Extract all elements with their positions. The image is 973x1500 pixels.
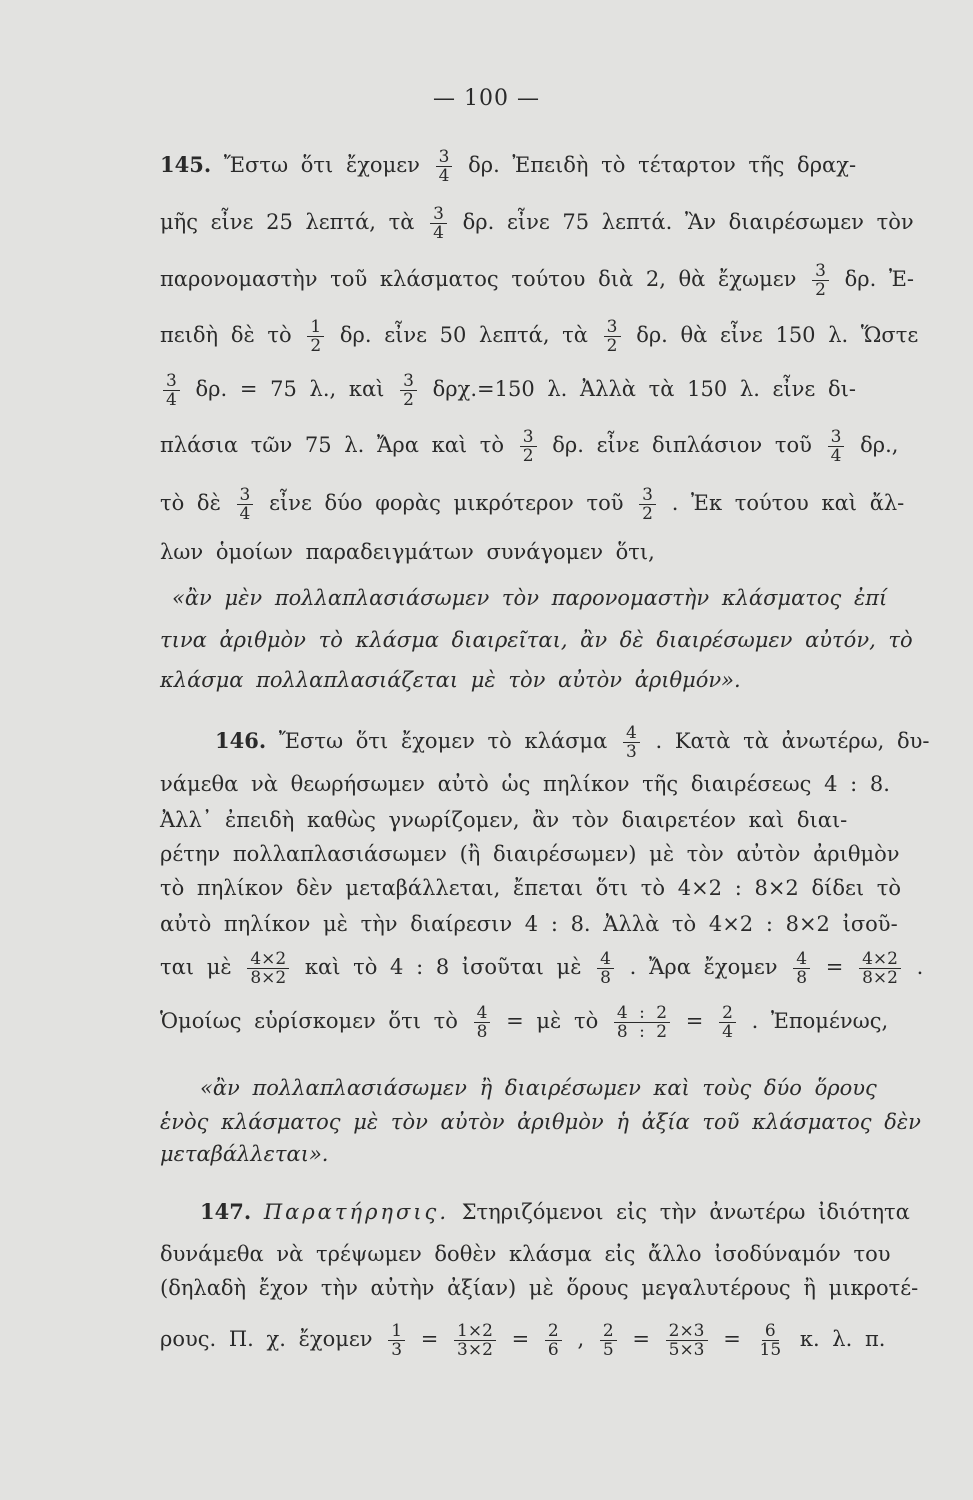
p146-line-3: Ἀλλ᾽ ἐπειδὴ καθὼς γνωρίζομεν, ἂν τὸν διαιρετέον καὶ διαι- — [160, 808, 848, 832]
page-number: — 100 — — [433, 86, 540, 111]
fraction: $\frac{3}{4}$ — [237, 486, 254, 523]
p145-line-5: $\frac{3}{4}$ δρ. = 75 λ., καὶ $\frac{3}{2}$ δρχ.=150 λ. Ἀλλὰ τὰ 150 λ. εἶνε δι- — [160, 372, 856, 409]
p145-line-1: 145. Ἔστω ὅτι ἔχομεν $\frac{3}{4}$ δρ. Ἐπειδὴ τὸ τέταρτον τῆς δραχ- — [160, 147, 857, 186]
rule-146-line-2: ἑνὸς κλάσματος μὲ τὸν αὐτὸν ἀριθμὸν ἡ ἀξία τοῦ κλάσματος δὲν — [160, 1110, 921, 1134]
p147-line-1: 147. Παρατήρησις. Στηριζόμενοι εἰς τὴν ἀνωτέρω ἰδιότητα — [200, 1199, 910, 1224]
fraction: $\frac{3}{2}$ — [812, 262, 829, 299]
fraction: $\frac{3}{2}$ — [604, 318, 621, 355]
p146-line-6: αὐτὸ πηλίκον μὲ τὴν διαίρεσιν 4 : 8. Ἀλλὰ τὸ 4×2 : 8×2 ἰσοῦ- — [160, 912, 898, 936]
fraction: $\frac{2}{6}$ — [545, 1322, 562, 1359]
remark-title: Παρατήρησις. — [263, 1200, 449, 1224]
section-number-147: 147. — [200, 1199, 252, 1224]
fraction: $\frac{1}{3}$ — [388, 1322, 405, 1359]
rule-145-line-3: κλάσμα πολλαπλασιάζεται μὲ τὸν αὐτὸν ἀριθμόν». — [160, 668, 741, 692]
section-number-146: 146. — [215, 728, 267, 753]
fraction: $\frac{3}{4}$ — [163, 372, 180, 409]
rule-145-line-2: τινα ἀριθμὸν τὸ κλάσμα διαιρεῖται, ἂν δὲ διαιρέσωμεν αὐτόν, τὸ — [160, 628, 913, 652]
p146-line-2: νάμεθα νὰ θεωρήσωμεν αὐτὸ ὡς πηλίκον τῆς διαιρέσεως 4 : 8. — [160, 772, 890, 796]
fraction: $\frac{3}{4}$ — [430, 205, 447, 242]
fraction: $\frac{3}{2}$ — [639, 486, 656, 523]
fraction: $\frac{2}{5}$ — [600, 1322, 617, 1359]
p146-line-4: ρέτην πολλαπλασιάσωμεν (ἢ διαιρέσωμεν) μὲ τὸν αὐτὸν ἀριθμὸν — [160, 842, 900, 866]
p146-line-1: 146. Ἔστω ὅτι ἔχομεν τὸ κλάσμα $\frac{4}{3}$ . Κατὰ τὰ ἀνωτέρω, δυ- — [215, 723, 930, 762]
p145-line-2: μῆς εἶνε 25 λεπτά, τὰ $\frac{3}{4}$ δρ. εἶνε 75 λεπτά. Ἂν διαιρέσωμεν τὸν — [160, 204, 914, 243]
fraction: $\frac{2\times 3}{5\times 3}$ — [666, 1322, 708, 1359]
rule-146-line-3: μεταβάλλεται». — [160, 1142, 329, 1166]
p146-line-7: ται μὲ $\frac{4\times 2}{8\times 2}$ καὶ τὸ 4 : 8 ἰσοῦται μὲ $\frac{4}{8}$ . Ἄρα ἔχομεν $\frac{4}{8}$ = $\frac{4\times 2}{8\times 2}$ . — [160, 949, 924, 988]
fraction: $\frac{2}{4}$ — [719, 1004, 736, 1041]
fraction: $\frac{4\times 2}{8\times 2}$ — [247, 950, 289, 987]
p145-line-7: τὸ δὲ $\frac{3}{4}$ εἶνε δύο φορὰς μικρότερον τοῦ $\frac{3}{2}$ . Ἐκ τούτου καὶ ἄλ- — [160, 485, 905, 524]
fraction: $\frac{6}{15}$ — [759, 1321, 782, 1360]
fraction: $\frac{3}{2}$ — [520, 428, 537, 465]
rule-146-line-1: «ἂν πολλαπλασιάσωμεν ἢ διαιρέσωμεν καὶ τοὺς δύο ὅρους — [200, 1076, 877, 1100]
fraction: $\frac{4}{8}$ — [474, 1004, 491, 1041]
p145-line-4: πειδὴ δὲ τὸ $\frac{1}{2}$ δρ. εἶνε 50 λεπτά, τὰ $\frac{3}{2}$ δρ. θὰ εἶνε 150 λ. Ὥστε — [160, 317, 919, 356]
fraction: $\frac{4}{8}$ — [597, 950, 614, 987]
p145-line-6: πλάσια τῶν 75 λ. Ἄρα καὶ τὸ $\frac{3}{2}$ δρ. εἶνε διπλάσιον τοῦ $\frac{3}{4}$ δρ., — [160, 427, 899, 466]
fraction: $\frac{3}{4}$ — [436, 148, 453, 185]
fraction: $\frac{4}{3}$ — [623, 724, 640, 761]
p145-line-3: παρονομαστὴν τοῦ κλάσματος τούτου διὰ 2, θὰ ἔχωμεν $\frac{3}{2}$ δρ. Ἐ- — [160, 261, 915, 300]
fraction: $\frac{3}{4}$ — [828, 428, 845, 465]
fraction: $\frac{4}{8}$ — [793, 950, 810, 987]
section-number-145: 145. — [160, 152, 212, 177]
p145-line-8: λων ὁμοίων παραδειγμάτων συνάγομεν ὅτι, — [160, 540, 655, 564]
fraction: $\frac{3}{2}$ — [400, 372, 417, 409]
p147-line-2: δυνάμεθα νὰ τρέψωμεν δοθὲν κλάσμα εἰς ἄλλο ἰσοδύναμόν του — [160, 1242, 891, 1266]
p147-line-4: ρους. Π. χ. ἔχομεν $\frac{1}{3}$ = $\frac{1\times 2}{3\times 2}$ = $\frac{2}{6}$ , $\frac{2}{5}$ = $\frac{2\times 3}{5\times 3}$ = $\frac{6}{15}$ κ. λ. π. — [160, 1321, 886, 1360]
fraction: $\frac{1}{2}$ — [307, 318, 324, 355]
fraction: $\frac{1\times 2}{3\times 2}$ — [454, 1322, 496, 1359]
fraction: $\frac{4 : 2}{8 : 2}$ — [614, 1004, 670, 1041]
fraction: $\frac{4\times 2}{8\times 2}$ — [859, 950, 901, 987]
p146-line-5: τὸ πηλίκον δὲν μεταβάλλεται, ἔπεται ὅτι τὸ 4×2 : 8×2 δίδει τὸ — [160, 876, 902, 900]
p147-line-3: (δηλαδὴ ἔχον τὴν αὐτὴν ἀξίαν) μὲ ὅρους μεγαλυτέρους ἢ μικροτέ- — [160, 1276, 919, 1300]
rule-145-line-1: «ἂν μὲν πολλαπλασιάσωμεν τὸν παρονομαστὴν κλάσματος ἐπί — [172, 586, 888, 610]
p146-line-8: Ὁμοίως εὑρίσκομεν ὅτι τὸ $\frac{4}{8}$ = μὲ τὸ $\frac{4 : 2}{8 : 2}$ = $\frac{2}{4}$ . Ἐπομένως, — [160, 1003, 889, 1042]
